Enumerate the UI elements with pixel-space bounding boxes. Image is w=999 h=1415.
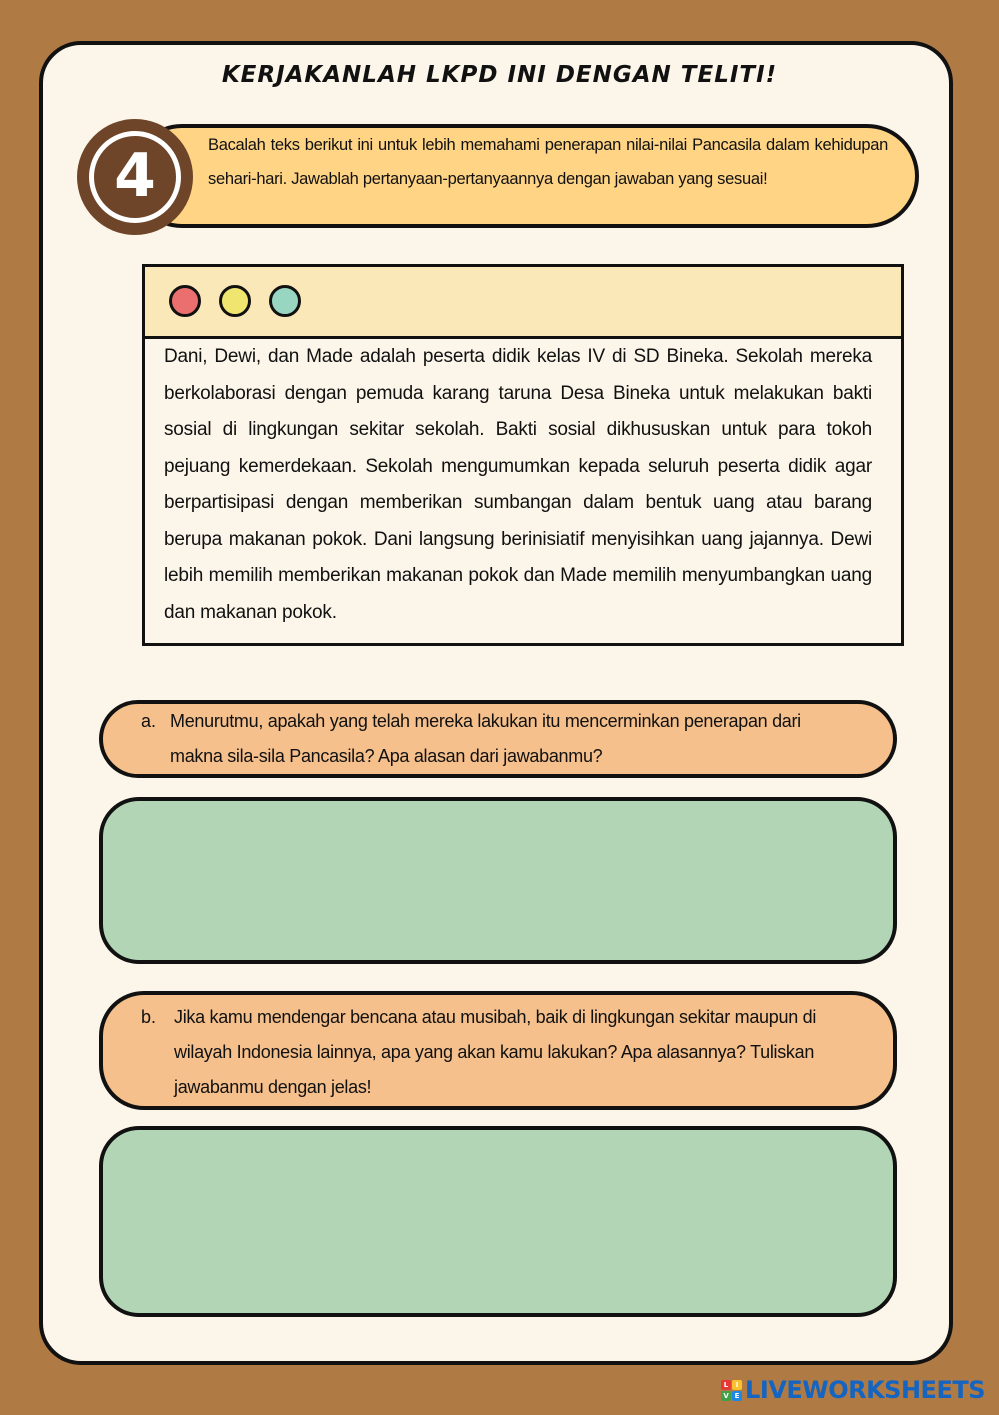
yellow-dot-icon xyxy=(219,285,251,317)
logo-letter-v: V xyxy=(721,1391,731,1401)
question-a-text: Menurutmu, apakah yang telah mereka lakukan itu mencerminkan penerapan dari makna sila-sila Pancasila? Apa alasan dari jawabanmu? xyxy=(170,711,801,766)
liveworksheets-brand-text: LIVEWORKSHEETS xyxy=(745,1376,985,1404)
answer-b-field[interactable] xyxy=(99,1126,897,1317)
liveworksheets-logo-icon xyxy=(721,1380,742,1401)
answer-a-field[interactable] xyxy=(99,797,897,964)
logo-letter-i: I xyxy=(732,1380,742,1390)
instruction-text: Bacalah teks berikut ini untuk lebih memahami penerapan nilai-nilai Pancasila dalam kehidupan sehari-hari. Jawablah pertanyaan-pertanyaannya dengan jawaban yang sesuai! xyxy=(208,136,888,188)
question-b-letter: b. xyxy=(141,1007,157,1027)
question-b-text: Jika kamu mendengar bencana atau musibah, baik di lingkungan sekitar maupun di wilayah Indonesia lainnya, apa yang akan kamu lakukan? Apa alasannya? Tuliskan jawabanmu dengan jelas! xyxy=(174,1007,817,1097)
green-dot-icon xyxy=(269,285,301,317)
story-text: Dani, Dewi, dan Made adalah peserta didik kelas IV di SD Bineka. Sekolah mereka berkolaborasi dengan pemuda karang taruna Desa Bineka untuk melakukan bakti sosial di lingkungan sekitar sekolah. Bakti sosial dikhususkan untuk para tokoh pejuang kemerdekaan. Sekolah mengumumkan kepada seluruh peserta didik agar berpartisipasi dengan memberikan sumbangan dalam bentuk uang atau barang berupa makanan pokok. Dani langsung berinisiatif menyisihkan uang jajannya. Dewi lebih memilih memberikan makanan pokok dan Made memilih menyumbangkan uang dan makanan pokok. xyxy=(164,346,872,623)
red-dot-icon xyxy=(169,285,201,317)
logo-letter-l: L xyxy=(721,1380,731,1390)
logo-letter-e: E xyxy=(732,1391,742,1401)
question-a-letter: a. xyxy=(141,711,157,731)
story-window-header xyxy=(145,267,901,339)
liveworksheets-brand[interactable] xyxy=(721,1376,985,1404)
worksheet-title: KERJAKANLAH LKPD INI DENGAN TELITI! xyxy=(221,62,778,88)
number-badge-label: 4 xyxy=(114,141,156,211)
number-badge-ring xyxy=(89,131,181,223)
